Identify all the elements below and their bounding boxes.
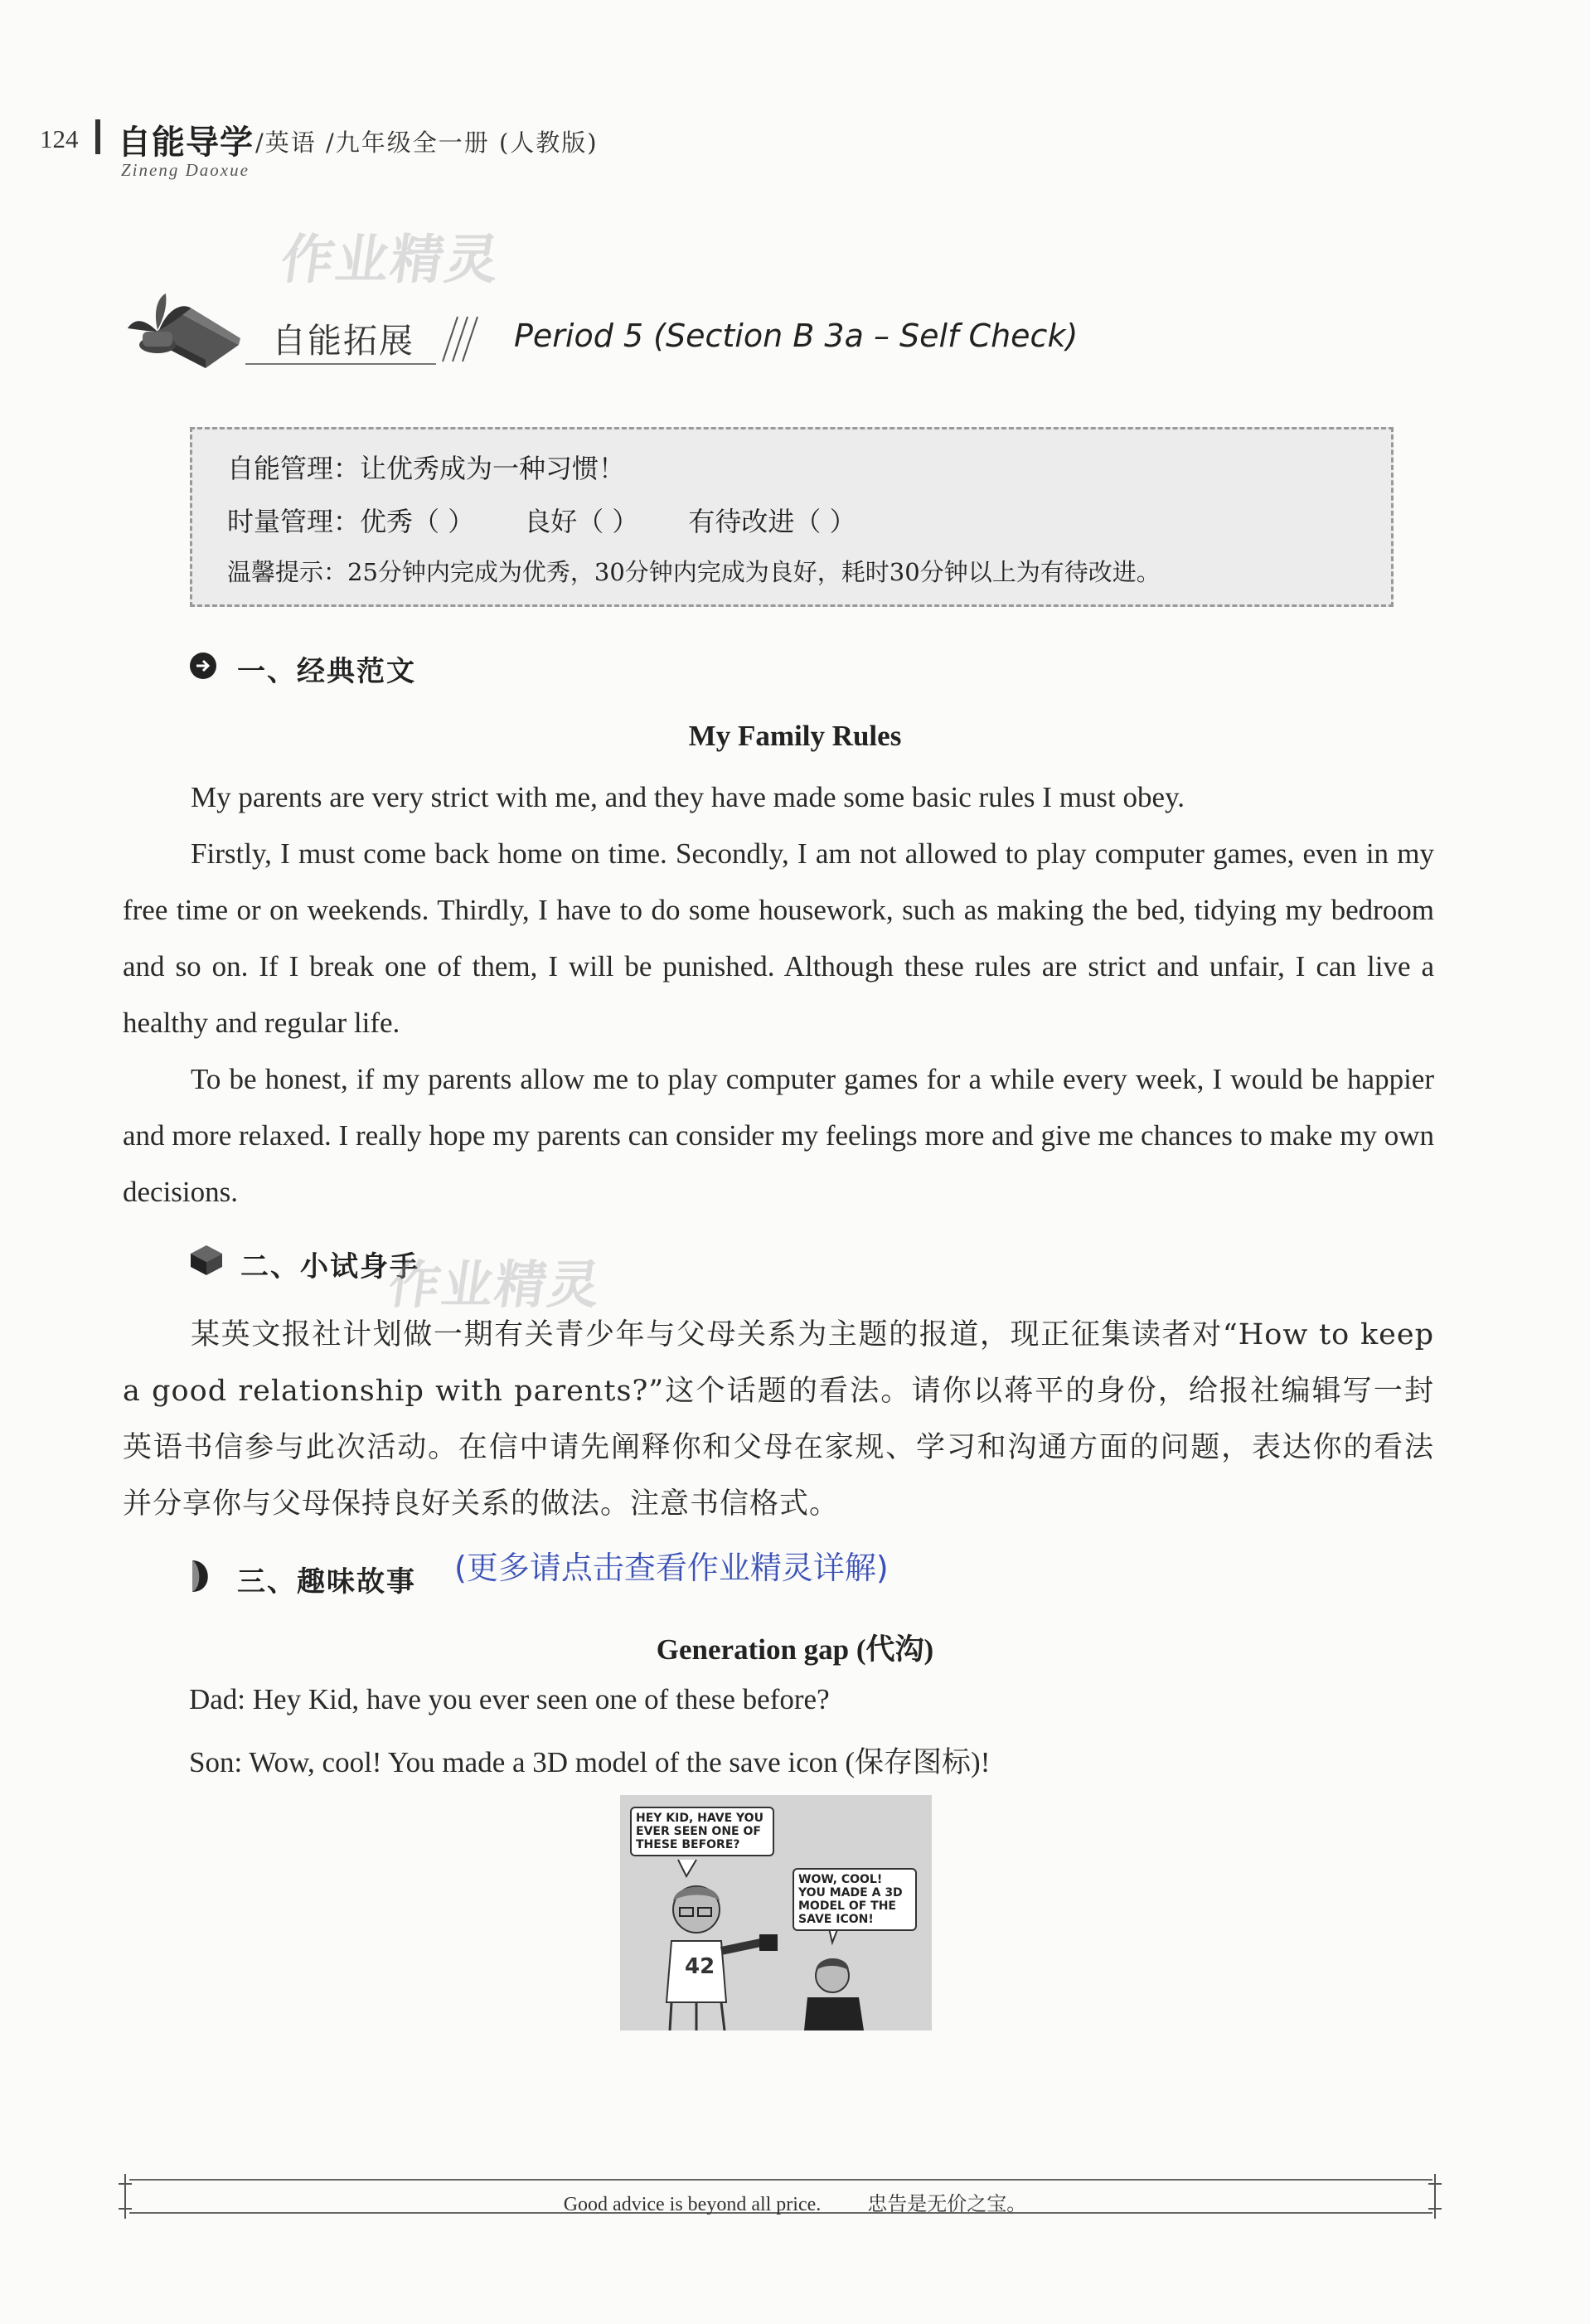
header-divider [95,119,100,154]
section-underline [245,363,436,365]
essay-paragraph: Firstly, I must come back home on time. Secondly, I am not allowed to play computer games, even in my free time or on weekends. Thirdly, I have to do some housework, such as making the bed, tidying my bedroom and so on. If I break one of them, I will be punished. Although these rules are strict and unfair, I can live a healthy and regular life. [123,837,1434,1039]
part1-heading: 一、经典范文 [237,655,416,688]
watermark: 作业精灵 [276,230,505,291]
detail-link[interactable]: (更多请点击查看作业精灵详解) [454,1550,889,1586]
book-plant-icon [123,280,244,371]
task-paragraph: 某英文报社计划做一期有关青少年与父母关系为主题的报道，现正征集读者对“How to keep a good relationship with parents?”这个话题的看法。请你以蒋平的身份，给报社编辑写一封英语书信参与此次活动。在信中请先阐释你和父母在家规、学习和沟通方面的问题，表达你的看法并分享你与父母保持良好关系的做法。注意书信格式。 [123,1318,1434,1521]
slash-divider-icon [439,313,486,365]
shirt-number: 42 [685,1954,715,1979]
footer-proverb-chinese: 忠告是无价之宝。 [867,2194,1027,2215]
dialogue-line: Son: Wow, cool! You made a 3D model of the save icon (保存图标)! [189,1746,991,1778]
period-title: Period 5 (Section B 3a – Self Check) [514,318,1079,354]
essay-paragraph: My parents are very strict with me, and they have made some basic rules I must obey. [191,781,1185,813]
header-pinyin: Zineng Daoxue [121,160,250,180]
brand-title: 自能导学 [118,124,254,162]
option-good: 良好（ ） [524,506,639,537]
option-improve: 有待改进（ ） [688,506,856,537]
arrow-circle-icon [189,652,217,680]
story-title: Generation gap (代沟) [656,1633,934,1666]
management-line: 自能管理：让优秀成为一种习惯！ [227,453,626,484]
footer-proverb [0,2187,1590,2216]
essay-title: My Family Rules [688,720,902,752]
page-number: 124 [40,124,79,153]
writing-task [123,1307,1434,1532]
section-title: 自能拓展 [272,321,414,361]
option-excellent: 优秀（ ） [360,506,475,537]
dad-speech-bubble: HEY KID, HAVE YOU EVER SEEN ONE OF THESE BEFORE? [630,1807,774,1856]
essay-paragraph: To be honest, if my parents allow me to play computer games for a while every week, I would be happier and more relaxed. I really hope my parents can consider my feelings more and give me chances to make my own decisions. [123,1063,1434,1208]
cube-icon [189,1244,224,1277]
time-management-line [227,501,856,539]
dialogue-line: Dad: Hey Kid, have you ever seen one of these before? [189,1683,830,1715]
part3-heading: 三、趣味故事 [237,1565,416,1599]
footer-proverb-english: Good advice is beyond all price. [563,2194,822,2215]
part2-heading: 二、小试身手 [240,1250,419,1283]
header-subtitle: /英语 /九年级全一册 (人教版) [255,129,599,157]
time-management-label: 时量管理： [227,506,361,537]
watermark: 作业精灵 [385,1254,606,1315]
tip-line: 温馨提示：25分钟内完成为优秀，30分钟内完成为良好，耗时30分钟以上为有待改进。 [227,558,1161,586]
comic-image [620,1795,932,2030]
essay-body [123,769,1434,1220]
half-circle-icon [189,1559,217,1594]
son-speech-bubble: WOW, COOL! YOU MADE A 3D MODEL OF THE SAVE ICON! [793,1868,917,1931]
footer-rule-top [129,2179,1432,2181]
